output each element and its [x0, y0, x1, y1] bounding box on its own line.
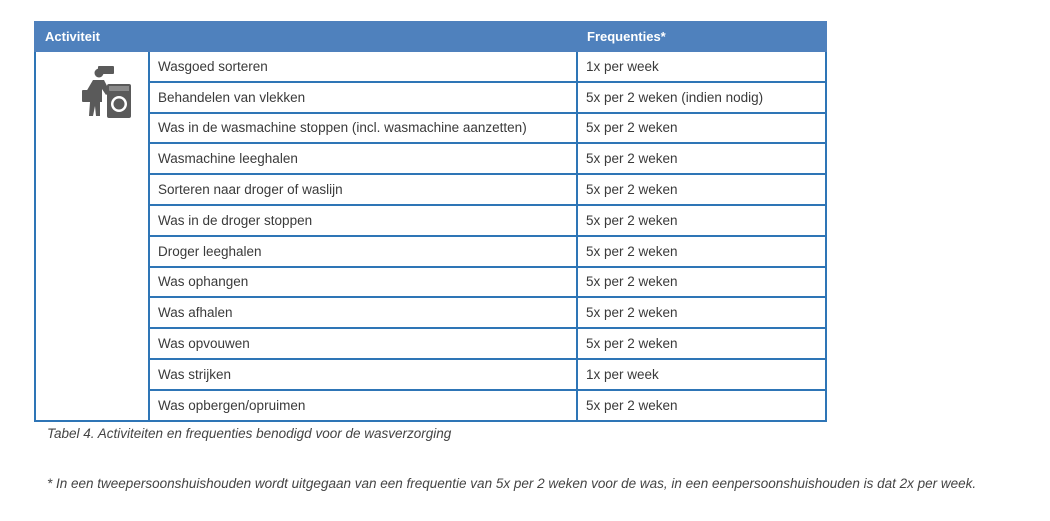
table-row — [35, 359, 826, 390]
table-row — [35, 236, 826, 267]
table-row — [35, 267, 826, 298]
table-row — [35, 205, 826, 236]
activity-frequency-table — [34, 21, 827, 422]
table-row — [35, 297, 826, 328]
cell-activity: Was strijken — [149, 359, 577, 390]
cell-activity: Wasgoed sorteren — [149, 51, 577, 82]
cell-frequency: 5x per 2 weken — [577, 267, 826, 298]
table-row — [35, 82, 826, 113]
cell-frequency: 1x per week — [577, 359, 826, 390]
table-row — [35, 143, 826, 174]
table-header-row — [35, 22, 826, 51]
cell-frequency: 5x per 2 weken — [577, 174, 826, 205]
activity-table-container — [34, 21, 825, 422]
cell-activity: Was in de droger stoppen — [149, 205, 577, 236]
laundry-person-washing-machine-icon — [80, 64, 132, 122]
table-row — [35, 328, 826, 359]
cell-frequency: 5x per 2 weken — [577, 390, 826, 421]
footnote: * In een tweepersoonshuishouden wordt uitgegaan van een frequentie van 5x per 2 weken voor de was, in een eenpersoonshuishouden is dat 2x per week. — [47, 476, 977, 491]
table-row — [35, 113, 826, 144]
cell-activity: Was opbergen/opruimen — [149, 390, 577, 421]
table-row — [35, 390, 826, 421]
cell-frequency: 5x per 2 weken — [577, 205, 826, 236]
cell-frequency: 5x per 2 weken — [577, 236, 826, 267]
cell-frequency: 5x per 2 weken — [577, 143, 826, 174]
table-row — [35, 51, 826, 82]
cell-activity: Sorteren naar droger of waslijn — [149, 174, 577, 205]
cell-activity: Wasmachine leeghalen — [149, 143, 577, 174]
header-frequency: Frequenties* — [577, 22, 826, 51]
cell-frequency: 5x per 2 weken (indien nodig) — [577, 82, 826, 113]
icon-cell — [35, 51, 149, 421]
cell-activity: Droger leeghalen — [149, 236, 577, 267]
cell-activity: Behandelen van vlekken — [149, 82, 577, 113]
cell-activity: Was afhalen — [149, 297, 577, 328]
header-activity: Activiteit — [35, 22, 577, 51]
table-body — [35, 51, 826, 421]
cell-frequency: 5x per 2 weken — [577, 297, 826, 328]
table-row — [35, 174, 826, 205]
table-caption: Tabel 4. Activiteiten en frequenties benodigd voor de wasverzorging — [47, 426, 452, 441]
cell-frequency: 5x per 2 weken — [577, 328, 826, 359]
cell-activity: Was ophangen — [149, 267, 577, 298]
cell-frequency: 1x per week — [577, 51, 826, 82]
cell-frequency: 5x per 2 weken — [577, 113, 826, 144]
cell-activity: Was opvouwen — [149, 328, 577, 359]
cell-activity: Was in de wasmachine stoppen (incl. wasmachine aanzetten) — [149, 113, 577, 144]
